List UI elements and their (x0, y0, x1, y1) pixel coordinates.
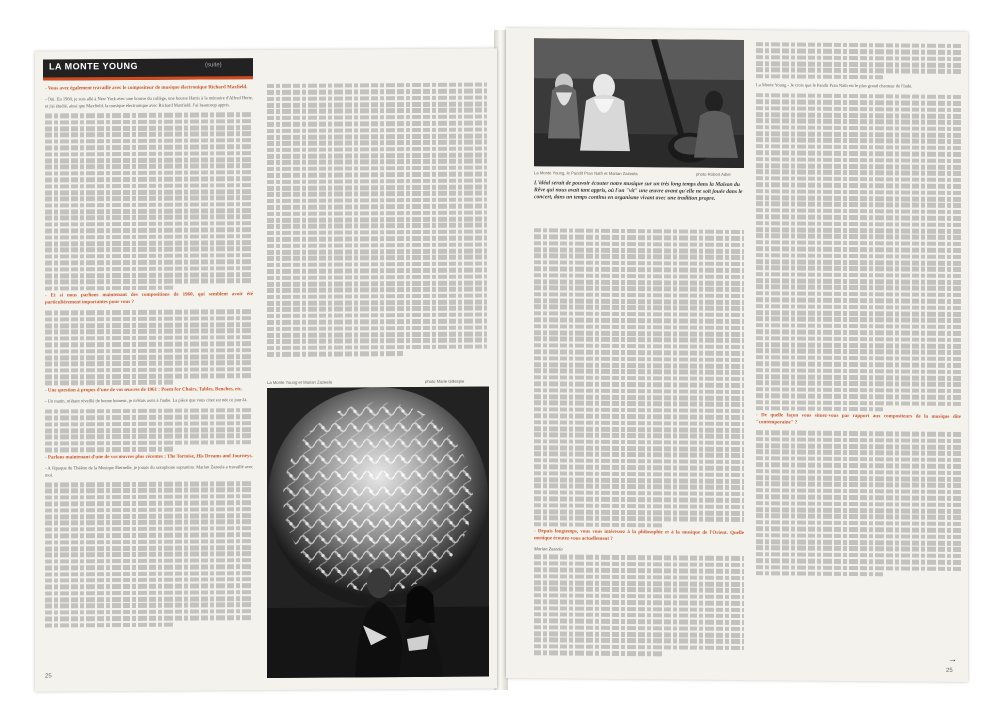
continue-arrow-icon: → (948, 653, 957, 664)
question-intro: - Vous avez également travaillé avec le compositeur de musique électronique Richard Maxfield. (45, 85, 248, 92)
question-3: - Une question à propos d'une de vos œuvres de 1961 : Poem for Chairs, Tables, Benches, etc. (45, 387, 243, 394)
label-marian: Marian Zazeela (534, 546, 563, 552)
left-page (35, 48, 497, 691)
pullquote: L'idéal serait de pouvoir écouter notre musique sur un très long temps dans la Maison du Rêve qui nous avait tant appris, où l'on "vit" une œuvre avant qu'elle ne soit jouée dans le concert, dans un temps continu en organisme vivant avec une tradition propre. (534, 180, 743, 202)
right-column-1 (534, 226, 744, 668)
paragraph-3: - A l'époque du Théâtre de la Musique Éternelle, je jouais du saxophone sopranino. Marian Zazeela a travaillé avec moi. (45, 464, 253, 478)
right-column-2 (756, 40, 961, 662)
paragraph-1: - Oui. En 1960, je suis allé à New York avec une bourse du collège, une bourse Hatris à la mémoire d'Alfred Hertz, et j'ai étudié, ainsi que Maxfield, la musique électronique avec Richard Maxfield. J'ai beaucoup appris. (45, 95, 253, 109)
question-4: - Parlons maintenant d'une de vos œuvres plus récentes : The Tortoise, His Dreams and Journeys. (45, 453, 253, 461)
photo-caption-left: La Monte Young et Marian Zazeela (267, 379, 332, 385)
question-right-1: - Depuis longtemps, vous vous intéressez à la philosophie et à la musique de l'Orient. Quelle musique écoutez-vous actuellement ? (534, 529, 744, 542)
left-column-2 (267, 80, 487, 374)
page-number-left: 25 (45, 673, 52, 680)
photo-caption-right: La Monte Young, le Pandit Pran Nath et Marian Zazeela (534, 170, 638, 177)
header-title: LA MONTE YOUNG (49, 60, 139, 72)
photo-credit-right: photo Robert Adler (696, 171, 731, 177)
photo-credit-left: photo Marie Gillespie (425, 378, 465, 384)
paragraph-2: - Un matin, m'étant réveillé de bonne humeur, je m'étais assis à l'aube. La pièce que vous citez est née ce jour-là. (45, 397, 248, 405)
left-column-1 (45, 82, 253, 668)
page-number-right: 25 (946, 667, 953, 674)
right-top-text: La Monte Young - Je crois que le Pandit Pran Nath est le plus grand chanteur de l'Inde. (756, 82, 913, 89)
header-subtitle: (suite) (205, 62, 222, 69)
question-2: - Et si nous parlions maintenant des compositions de 1960, qui semblent avoir été particulièrement importantes pour vous ? (45, 292, 253, 306)
performance-photo (267, 386, 489, 678)
question-right-2: - De quelle façon vous situez-vous par rapport aux compositeurs de la musique dite "contemporaine" ? (756, 413, 961, 426)
right-page (506, 28, 968, 682)
musicians-photo (534, 38, 744, 168)
